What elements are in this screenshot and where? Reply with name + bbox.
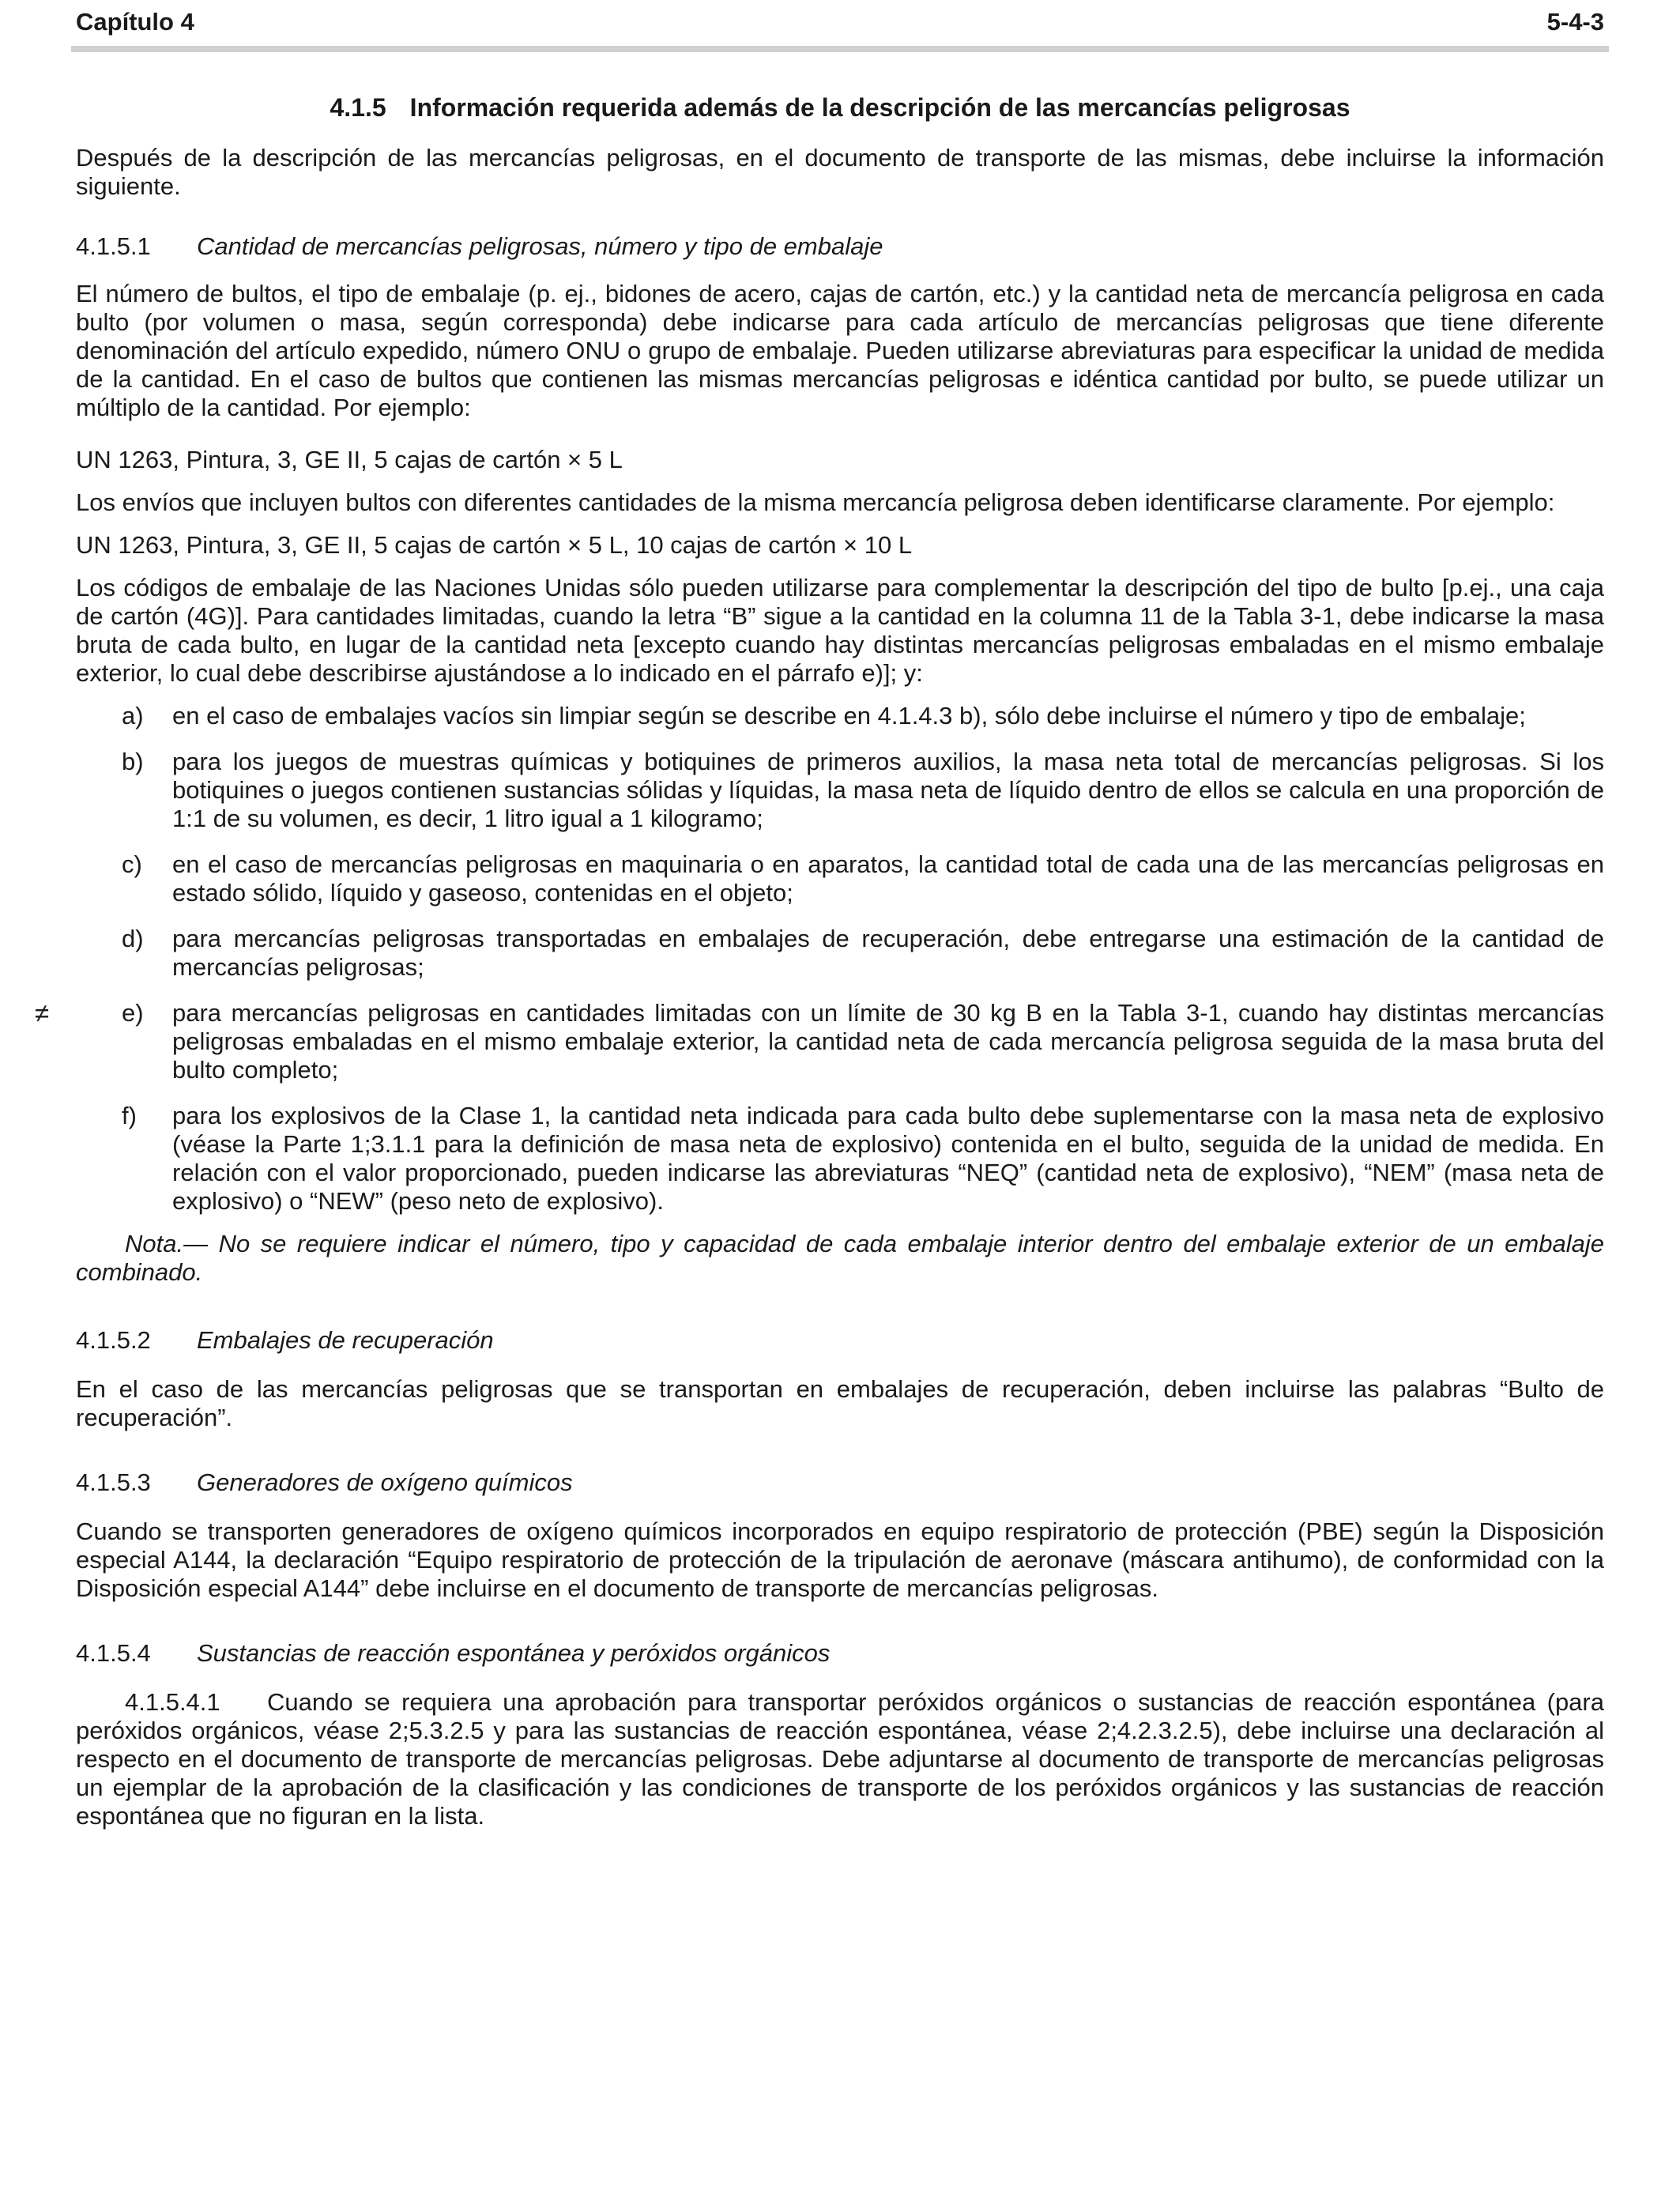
subsection-title: Generadores de oxígeno químicos [197,1468,573,1496]
change-bar-mark: ≠ [35,998,50,1027]
paragraph [76,1688,1604,1830]
subsection-heading-4-1-5-2 [76,1326,1604,1355]
paragraph: Los códigos de embalaje de las Naciones Unidas sólo pueden utilizarse para complementar la descripción del tipo de bulto [p.ej., una caja de cartón (4G)]. Para cantidades limitadas, cuando la letra “B” sigue a la cantidad en la columna 11 de la Tabla 3-1, debe indicarse la masa bruta de cada bulto, en lugar de la cantidad neta [excepto cuando hay distintas mercancías peligrosas embaladas en el mismo embalaje exterior, lo cual debe describirse ajustándose a lo indicado en el párrafo e)]; y: [76,574,1604,687]
subsection-heading-4-1-5-3 [76,1468,1604,1497]
section-title: Información requerida además de la descripción de las mercancías peligrosas [409,93,1350,122]
list-label: c) [122,850,142,878]
section-intro: Después de la descripción de las mercancías peligrosas, en el documento de transporte de las mismas, debe incluirse la información siguiente. [76,144,1604,200]
list-item [76,925,1604,982]
subsection-number: 4.1.5.1 [76,232,151,260]
subsection-heading-4-1-5-4 [76,1639,1604,1668]
list-label: f) [122,1102,137,1129]
list-text: para mercancías peligrosas transportadas en embalajes de recuperación, debe entregarse una estimación de la cantidad de mercancías peligrosas; [172,925,1604,981]
list-item [35,998,1604,1084]
note-lead: Nota.— [125,1230,209,1257]
list-label: a) [122,702,144,729]
page-header [76,8,1604,43]
subsection-title: Embalajes de recuperación [197,1326,494,1354]
paragraph: Cuando se transporten generadores de oxígeno químicos incorporados en equipo respiratorio de protección (PBE) según la Disposición especial A144, la declaración “Equipo respiratorio de protección de la tripulación de aeronave (máscara antihumo), de conformidad con la Disposición especial A144” debe incluirse en el documento de transporte de mercancías peligrosas. [76,1517,1604,1602]
list-item [76,748,1604,833]
list-label: d) [122,925,144,952]
list-text: en el caso de mercancías peligrosas en maquinaria o en aparatos, la cantidad total de cada una de las mercancías peligrosas en estado sólido, líquido y gaseoso, contenidas en el objeto; [172,850,1604,907]
list-label: e) [122,999,144,1027]
list-text: en el caso de embalajes vacíos sin limpiar según se describe en 4.1.4.3 b), sólo debe incluirse el número y tipo de embalaje; [172,702,1526,729]
note-text: No se requiere indicar el número, tipo y capacidad de cada embalaje interior dentro del embalaje exterior de un embalaje combinado. [76,1230,1604,1286]
list-text: para los juegos de muestras químicas y botiquines de primeros auxilios, la masa neta total de mercancías peligrosas. Si los botiquines o juegos contienen sustancias sólidas y líquidas, la masa neta de líquido dentro de ellos se calcula en una proporción de 1:1 de su volumen, es decir, 1 litro igual a 1 kilogramo; [172,748,1604,832]
list-label: b) [122,748,144,775]
list-text: para los explosivos de la Clase 1, la cantidad neta indicada para cada bulto debe suplementarse con la masa neta de explosivo (véase la Parte 1;3.1.1 para la definición de masa neta de explosivo) contenida en el bulto, seguida de la unidad de medida. En relación con el valor proporcionado, pueden indicarse las abreviaturas “NEQ” (cantidad neta de explosivo), “NEM” (masa neta de explosivo) o “NEW” (peso neto de explosivo). [172,1102,1604,1215]
paragraph: En el caso de las mercancías peligrosas que se transportan en embalajes de recuperación, deben incluirse las palabras “Bulto de recuperación”. [76,1375,1604,1431]
example-line: UN 1263, Pintura, 3, GE II, 5 cajas de cartón × 5 L [76,446,623,473]
section-number: 4.1.5 [330,93,386,122]
page-body [35,89,1604,1830]
list-item [76,702,1604,730]
chapter-label: Capítulo 4 [76,8,194,36]
page-number: 5-4-3 [1546,8,1604,36]
subsection-title: Cantidad de mercancías peligrosas, número y tipo de embalaje [197,232,883,260]
subsection-number: 4.1.5.2 [76,1326,151,1354]
subsection-number: 4.1.5.4 [76,1639,151,1667]
paragraph-text: Cuando se requiera una aprobación para transportar peróxidos orgánicos o sustancias de reacción espontánea (para peróxidos orgánicos, véase 2;5.3.2.5 y para las sustancias de reacción espontánea, véase 2;4.2.3.2.5), debe incluirse una declaración al respecto en el documento de transporte de mercancías peligrosas. Debe adjuntarse al documento de transporte de mercancías peligrosas un ejemplar de la aprobación de la clasificación y las condiciones de transporte de los peróxidos orgánicos y las sustancias de reacción espontánea que no figuran en la lista. [76,1688,1604,1830]
list-text: para mercancías peligrosas en cantidades limitadas con un límite de 30 kg B en la Tabla 3-1, cuando hay distintas mercancías peligrosas embaladas en el mismo embalaje exterior, la cantidad neta de cada mercancía peligrosa seguida de la masa bruta del bulto completo; [172,999,1604,1084]
subsection-title: Sustancias de reacción espontánea y peróxidos orgánicos [197,1639,831,1667]
subsection-heading-4-1-5-1 [76,232,1604,261]
paragraph: Los envíos que incluyen bultos con diferentes cantidades de la misma mercancía peligrosa deben identificarse claramente. Por ejemplo: [76,488,1555,516]
section-heading [76,93,1604,122]
header-rule [71,46,1609,52]
paragraph-number: 4.1.5.4.1 [125,1688,220,1716]
note [76,1230,1604,1287]
list-item [76,1102,1604,1216]
list-item [76,850,1604,907]
paragraph: El número de bultos, el tipo de embalaje (p. ej., bidones de acero, cajas de cartón, etc.) y la cantidad neta de mercancía peligrosa en cada bulto (por volumen o masa, según corresponda) debe indicarse para cada artículo de mercancías peligrosas que tiene diferente denominación del artículo expedido, número ONU o grupo de embalaje. Pueden utilizarse abreviaturas para especificar la unidad de medida de la cantidad. En el caso de bultos que contienen las mismas mercancías peligrosas e idéntica cantidad por bulto, se puede utilizar un múltiplo de la cantidad. Por ejemplo: [76,280,1604,421]
subsection-number: 4.1.5.3 [76,1468,151,1496]
example-line: UN 1263, Pintura, 3, GE II, 5 cajas de cartón × 5 L, 10 cajas de cartón × 10 L [76,531,913,559]
